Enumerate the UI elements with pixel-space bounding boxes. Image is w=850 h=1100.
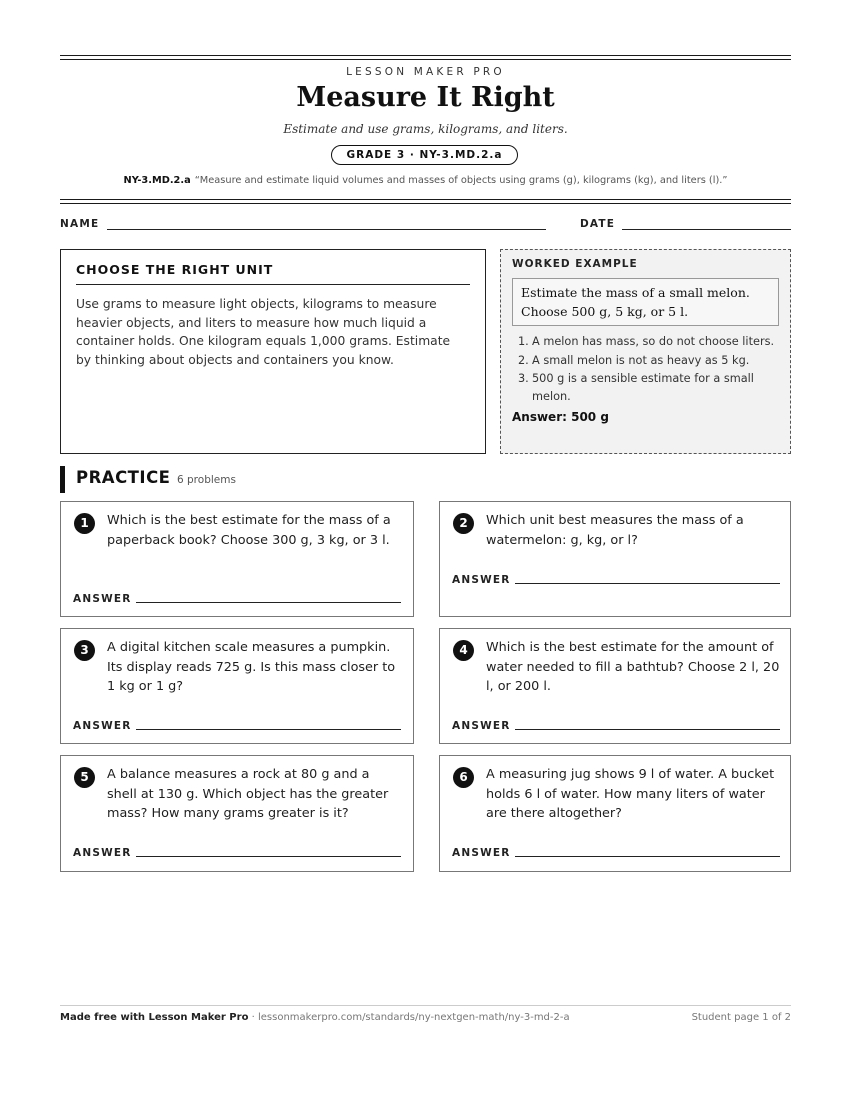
name-field[interactable] xyxy=(107,229,546,230)
problem-question: A balance measures a rock at 80 g and a shell at 130 g. Which object has the greater mass? How many grams greater is it? xyxy=(107,767,389,821)
worked-step: 3. 500 g is a sensible estimate for a small melon. xyxy=(518,372,754,403)
standard-code: NY-3.MD.2.a xyxy=(123,175,191,186)
date-label: DATE xyxy=(580,218,616,230)
worked-example-title: WORKED EXAMPLE xyxy=(512,258,638,270)
top-rule xyxy=(60,55,791,56)
problem-question: Which is the best estimate for the mass of a paperback book? Choose 300 g, 3 kg, or 3 l. xyxy=(107,513,391,548)
problem-number-badge: 3 xyxy=(74,640,95,661)
practice-count: 6 problems xyxy=(177,474,236,486)
answer-line[interactable] xyxy=(136,856,401,857)
unit-box-title: CHOOSE THE RIGHT UNIT xyxy=(76,262,470,285)
problem-question: Which unit best measures the mass of a watermelon: g, kg, or l? xyxy=(486,513,744,548)
footer-credit xyxy=(60,1012,570,1023)
problem-card-3 xyxy=(60,628,414,744)
brand-name: LESSON MAKER PRO xyxy=(346,66,505,78)
problem-number-badge: 5 xyxy=(74,767,95,788)
worksheet-page xyxy=(60,0,791,1100)
answer-label: ANSWER xyxy=(452,574,511,586)
problem-card-2 xyxy=(439,501,791,617)
footer-rule xyxy=(60,1005,791,1006)
page-subtitle: Estimate and use grams, kilograms, and liters. xyxy=(283,122,568,136)
problem-question: A digital kitchen scale measures a pumpkin. Its display reads 725 g. Is this mass closer to 1 kg or 1 g? xyxy=(107,640,396,694)
problem-number-badge: 2 xyxy=(453,513,474,534)
header-bottom-rule-inner xyxy=(60,203,791,204)
problem-card-5 xyxy=(60,755,414,872)
grade-badge: GRADE 3 · NY-3.MD.2.a xyxy=(331,145,518,165)
worked-step: 1. A melon has mass, so do not choose liters. xyxy=(518,335,775,348)
problem-number-badge: 6 xyxy=(453,767,474,788)
unit-box-text: Use grams to measure light objects, kilograms to measure heavier objects, and liters to measure how much liquid a container holds. One kilogram equals 1,000 grams. Estimate by thinking about objects and containers you know. xyxy=(76,297,451,367)
answer-line[interactable] xyxy=(136,602,401,603)
problem-card-4 xyxy=(439,628,791,744)
answer-line[interactable] xyxy=(136,729,401,730)
answer-label: ANSWER xyxy=(452,720,511,732)
footer-page-number: Student page 1 of 2 xyxy=(691,1012,791,1023)
practice-accent-bar xyxy=(60,466,65,493)
answer-label: ANSWER xyxy=(73,847,132,859)
problem-card-1 xyxy=(60,501,414,617)
unit-info-box xyxy=(60,249,486,454)
worked-step: 2. A small melon is not as heavy as 5 kg. xyxy=(518,353,750,367)
answer-line[interactable] xyxy=(515,856,780,857)
worked-example-steps xyxy=(512,333,779,405)
answer-label: ANSWER xyxy=(452,847,511,859)
answer-label: ANSWER xyxy=(73,593,132,605)
worked-example-box xyxy=(500,249,791,454)
standard-line xyxy=(60,175,791,186)
page-title: Measure It Right xyxy=(296,82,555,113)
problem-question: A measuring jug shows 9 l of water. A bucket holds 6 l of water. How many liters of water are there altogether? xyxy=(486,767,775,821)
footer-made-with: Made free with Lesson Maker Pro xyxy=(60,1012,249,1023)
problem-question: Which is the best estimate for the amount of water needed to fill a bathtub? Choose 2 l, 20 l, or 200 l. xyxy=(486,640,780,694)
practice-title: PRACTICE xyxy=(76,468,171,487)
problem-card-6 xyxy=(439,755,791,872)
worked-example-answer: Answer: 500 g xyxy=(512,410,609,424)
standard-text: “Measure and estimate liquid volumes and masses of objects using grams (g), kilograms (kg), and liters (l).” xyxy=(194,175,728,186)
answer-label: ANSWER xyxy=(73,720,132,732)
footer-url[interactable]: · lessonmakerpro.com/standards/ny-nextgen-math/ny-3-md-2-a xyxy=(248,1012,570,1023)
answer-line[interactable] xyxy=(515,583,780,584)
problem-number-badge: 4 xyxy=(453,640,474,661)
problem-number-badge: 1 xyxy=(74,513,95,534)
worked-example-question: Estimate the mass of a small melon. Choose 500 g, 5 kg, or 5 l. xyxy=(512,278,779,326)
name-label: NAME xyxy=(60,218,100,230)
date-field[interactable] xyxy=(622,229,791,230)
header-bottom-rule xyxy=(60,199,791,200)
top-rule-inner xyxy=(60,59,791,60)
answer-line[interactable] xyxy=(515,729,780,730)
